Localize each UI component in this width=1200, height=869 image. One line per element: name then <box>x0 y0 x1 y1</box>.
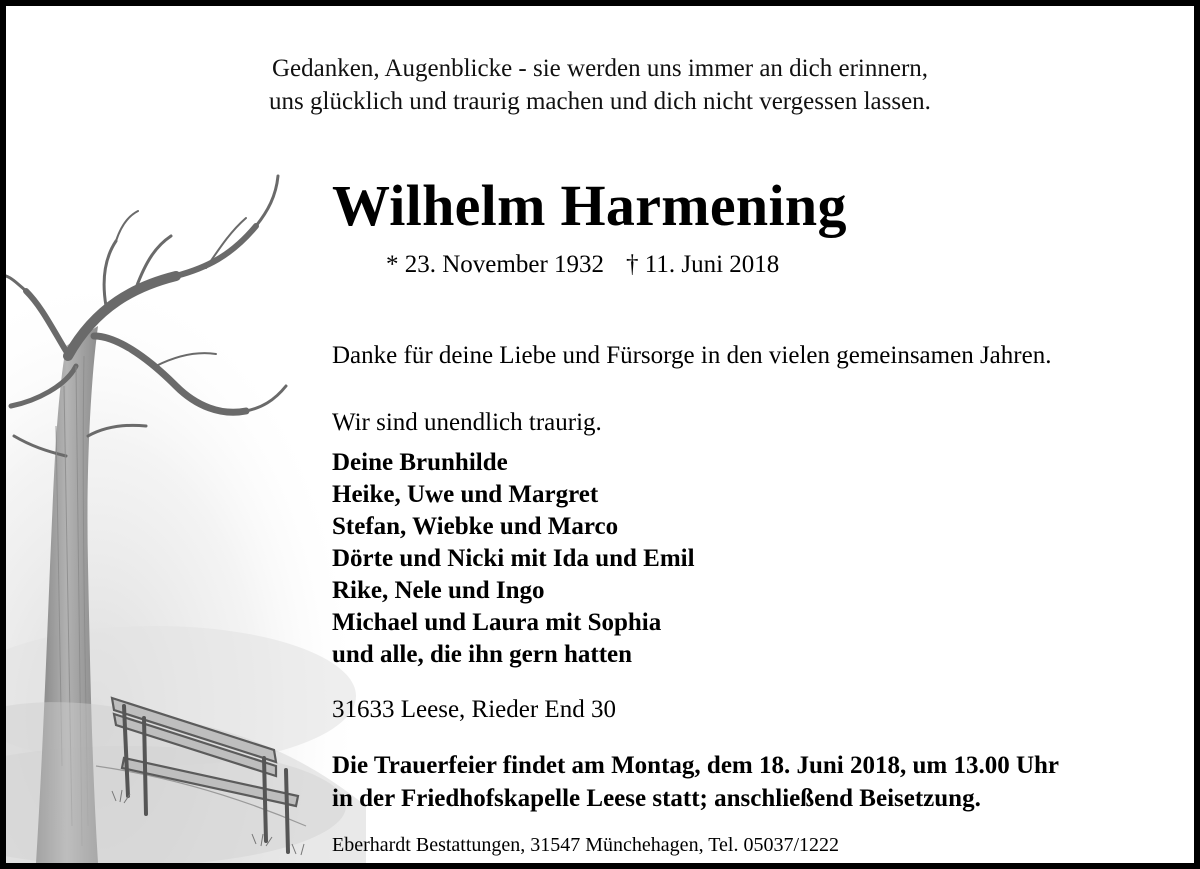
tree-and-bench-illustration <box>6 6 366 863</box>
quote-line-1: Gedanken, Augenblicke - sie werden uns immer an dich erinnern, <box>271 55 929 82</box>
quote-line-2: uns glücklich und traurig machen und dich nicht vergessen lassen. <box>269 88 931 115</box>
mourner-line: Deine Brunhilde <box>332 449 508 476</box>
mourners-list <box>332 447 695 671</box>
thanks-text: Danke für deine Liebe und Fürsorge in den vielen gemeinsamen Jahren. <box>332 342 1052 369</box>
funeral-line-1: Die Trauerfeier findet am Montag, dem 18. Juni 2018, um 13.00 Uhr <box>332 752 1060 779</box>
deceased-name: Wilhelm Harmening <box>332 173 847 238</box>
mourning-text: Wir sind unendlich traurig. <box>332 409 602 436</box>
death-date: † 11. Juni 2018 <box>626 251 780 278</box>
life-dates <box>386 251 779 279</box>
mourner-line: Dörte und Nicki mit Ida und Emil <box>332 545 695 572</box>
obituary-notice <box>6 6 1194 863</box>
mourner-line: Michael und Laura mit Sophia <box>332 609 662 636</box>
mourner-line: Stefan, Wiebke und Marco <box>332 513 619 540</box>
mourner-line: und alle, die ihn gern hatten <box>332 641 633 668</box>
mourner-line: Heike, Uwe und Margret <box>332 481 599 508</box>
birth-date: * 23. November 1932 <box>386 251 605 278</box>
family-address: 31633 Leese, Rieder End 30 <box>332 696 616 723</box>
funeral-line-2: in der Friedhofskapelle Leese statt; anschließend Beisetzung. <box>332 785 981 812</box>
mourner-line: Rike, Nele und Ingo <box>332 577 545 604</box>
funeral-info <box>332 749 1059 815</box>
funeral-home-footer: Eberhardt Bestattungen, 31547 Münchehagen, Tel. 05037/1222 <box>332 834 840 856</box>
